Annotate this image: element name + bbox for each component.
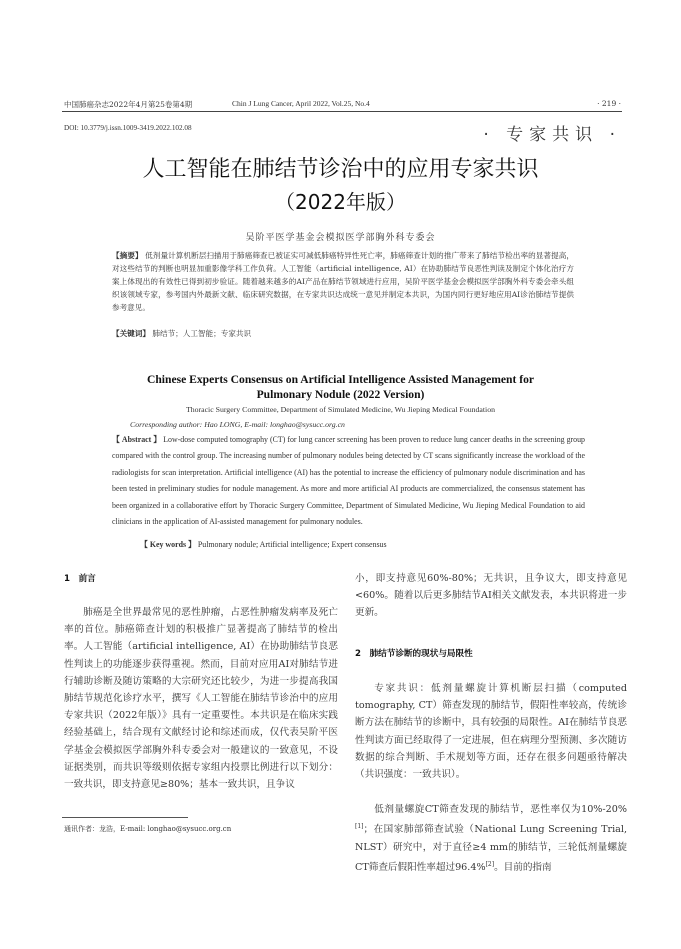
keywords-en-label: 【 Key words 】 <box>140 540 196 549</box>
english-title-line2: Pulmonary Nodule (2022 Version) <box>256 388 425 401</box>
abstract-cn <box>112 249 574 314</box>
section-2-text-a: 低剂量螺旋CT筛查发现的肺结节，恶性率仅为10%-20% <box>374 804 627 815</box>
english-title-line1: Chinese Experts Consensus on Artificial Intelligence Assisted Management for <box>146 373 535 386</box>
section-2-text-b: ；在国家肺部筛查试验（National Lung Screening Trial, NLST）研究中，对于直径≥4 mm的肺结节，三轮低剂量螺旋CT筛查后假阳性率超过96.4% <box>355 824 627 873</box>
footnote-rule <box>62 817 188 818</box>
keywords-cn-text: 肺结节；人工智能；专家共识 <box>152 329 252 338</box>
page-number: · 219 · <box>597 99 621 108</box>
journal-header-cn: 中国肺癌杂志2022年4月第25卷第4期 <box>64 100 193 109</box>
authors-cn: 吴阶平医学基金会模拟医学部胸外科专委会 <box>245 233 436 243</box>
abstract-en <box>112 432 585 530</box>
header-rule <box>62 111 622 112</box>
english-affiliation: Thoracic Surgery Committee, Department of Simulated Medicine, Wu Jieping Medical Foundation <box>185 405 496 414</box>
footnote-corresponding: 通讯作者：龙浩，E-mail: longhao@sysucc.org.cn <box>64 825 232 833</box>
doi: DOI: 10.3779/j.issn.1009-3419.2022.102.08 <box>64 124 192 132</box>
section-1-heading: 1 前言 <box>64 574 96 584</box>
abstract-en-text: Low-dose computed tomography (CT) for lung cancer screening has been proven to reduce lung cancer deaths in the screening group compared with the control group. The increasing number of pulmonary nodules being detected by CT scans significantly increase the workload of the radiologists for scan interpretation. Artificial intelligence (AI) has the potential to increase the efficiency of pulmonary nodule discrimination and has been tested in preliminary studies for nodule management. As more and more artificial AI products are commercialized, the consensus statement has been organized in a collaborative effort by Thoracic Surgery Committee, Department of Simulated Medicine, Wu Jieping Medical Foundation to aid clinicians in the application of AI-assisted management for pulmonary nodules. <box>112 435 585 527</box>
column-label: · 专家共识 · <box>483 125 621 145</box>
paper-title: 人工智能在肺结节诊治中的应用专家共识 <box>142 157 539 182</box>
keywords-en <box>140 537 580 553</box>
section-2-paragraph <box>355 801 627 876</box>
corresponding-author: Corresponding author: Hao LONG, E-mail: longhao@sysucc.org.cn <box>130 420 345 429</box>
keywords-cn <box>112 327 574 340</box>
keywords-cn-label: 【关键词】 <box>112 329 150 338</box>
consensus-statement: 专家共识：低剂量螺旋计算机断层扫描（computed tomography, CT）筛查发现的肺结节，假阳性率较高，传统诊断方法在肺结节的诊断中，具有较强的局限性。AI在肺结节良恶性判读方面已经取得了一定进展，但在病理分型预测、多次随访数据的综合判断、手术规划等方面，还存在很多问题亟待解决（共识强度：一致共识）。 <box>355 683 627 781</box>
section-2-heading: 2 肺结节诊断的现状与局限性 <box>355 649 473 659</box>
reference-1[interactable]: [1] <box>355 823 364 831</box>
keywords-en-text: Pulmonary nodule; Artificial intelligence; Expert consensus <box>197 540 387 549</box>
section-2-text-c: 。目前的指南 <box>494 861 552 873</box>
paper-title-version: （2022年版） <box>275 190 406 214</box>
abstract-cn-label: 【摘要】 <box>112 251 143 260</box>
reference-2[interactable]: [2] <box>485 860 495 868</box>
journal-header-en: Chin J Lung Cancer, April 2022, Vol.25, No.4 <box>232 99 370 108</box>
abstract-cn-text: 低剂量计算机断层扫描用于肺癌筛查已被证实可减低肺癌特异性死亡率，肺癌筛查计划的推广带来了肺结节检出率的显著提高，对这些结节的判断也明显加重影像学科工作负荷。人工智能（artificial intelligence, AI）在协助肺结节良恶性判读及制定个体化治疗方案上体现出的有效性已得到初步验证。随着越来越多的AI产品在肺结节领域进行应用，吴阶平医学基金会模拟医学部胸外科专委会牵头组织该领域专家，参考国内外最新文献、临床研究数据，在专家共识达成统一意见并制定本共识，为国内同行更好地应用AI诊治肺结节提供参考意见。 <box>112 251 574 312</box>
section-1-paragraph-continued: 小，即支持意见60%-80%；无共识，且争议大，即支持意见<60%。随着以后更多肺结节AI相关文献发表，本共识将进一步更新。 <box>355 573 627 619</box>
section-1-paragraph: 肺癌是全世界最常见的恶性肿瘤，占恶性肿瘤发病率及死亡率的首位。肺癌筛查计划的积极推广显著提高了肺结节的检出率。人工智能（artificial intelligence, AI）在协助肺结节良恶性判读上的功能逐步获得重视。然而，目前对应用AI对肺结节进行辅助诊断及随访策略的大宗研究还比较少，为进一步提高我国肺结节规范化诊疗水平，撰写《人工智能在肺结节诊治中的应用专家共识（2022年版）》具有一定重要性。本共识是在临床实践经验基础上，结合现有文献经讨论和综述而成，仅代表吴阶平医学基金会模拟医学部胸外科专委会对一般建议的一致意见，不设证据类别，而共识等级则依据专家组内投票比例进行以下划分：一致共识，即支持意见≥80%；基本一致共识，且争议 <box>64 607 338 791</box>
abstract-en-label: 【 Abstract 】 <box>112 435 162 444</box>
